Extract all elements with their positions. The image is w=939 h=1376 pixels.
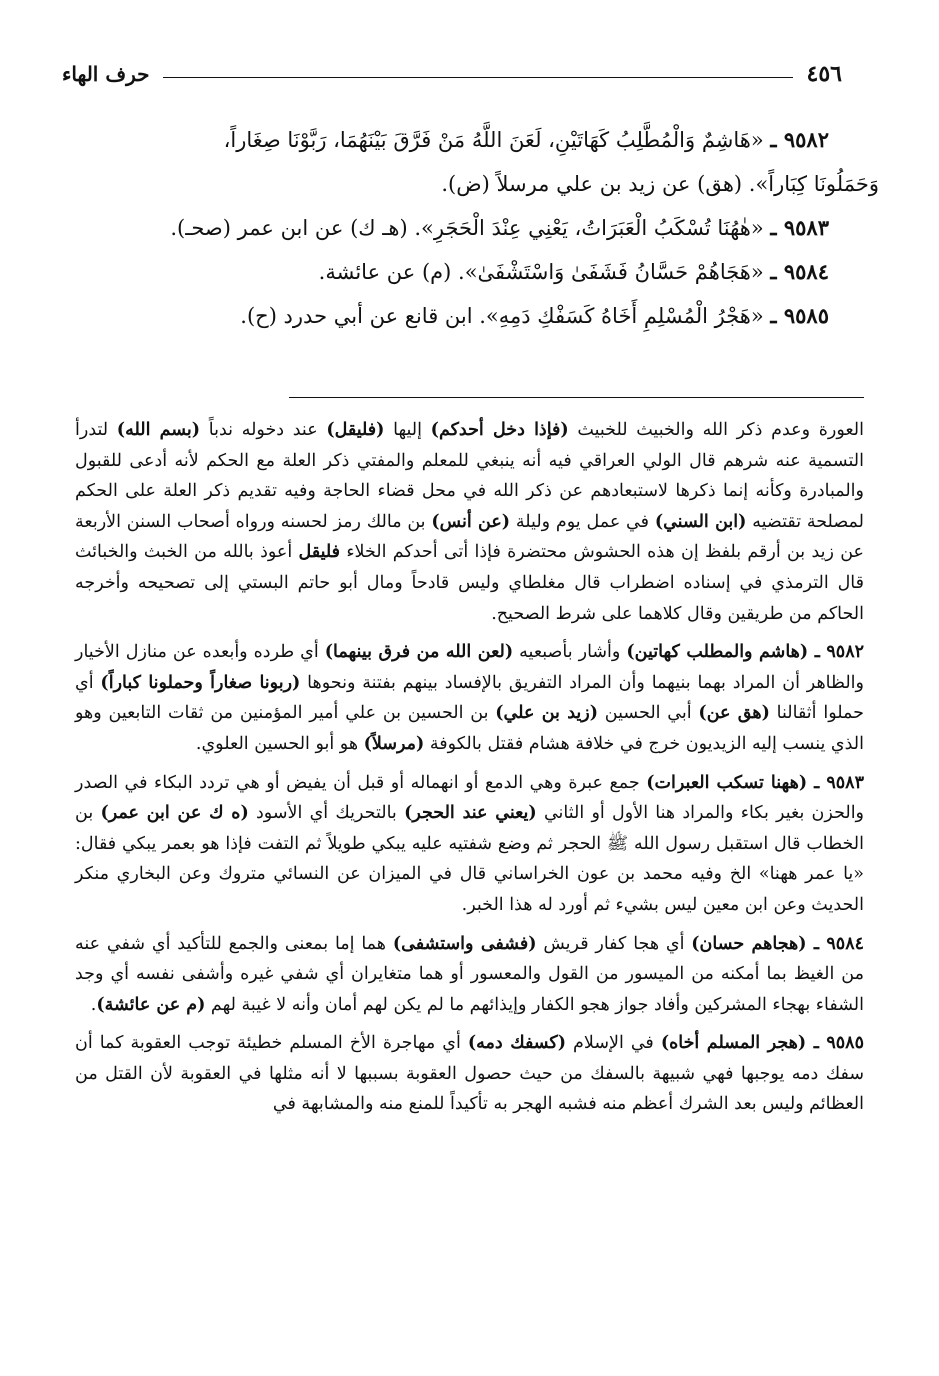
commentary-text: هما إما بمعنى والجمع للتأكيد أي شفي عنه من الغيظ بما أمكنه من الميسور من القول والمعسور أو هما متغايران أي شفي غيره وأشفى نفسه أي وجد الشفاء بهجاء المشركين وأفاد جواز هجو الكفار وإيذائهم ما لم يكن لهم أمان وأنه لا غيبة لهم (75, 933, 864, 1015)
commentary-keyword: (فليقل) (326, 420, 385, 440)
commentary-keyword: (هجر المسلم أخاه) (660, 1033, 807, 1054)
footnote-divider (289, 397, 864, 398)
commentary-paragraph (75, 929, 864, 1021)
commentary-keyword: (ربونا صغاراً وحملونا كباراً) (100, 672, 301, 693)
hadith-number: ٩٥٨٥ ـ (770, 303, 829, 328)
commentary-keyword: ٩٥٨٤ ـ (806, 933, 865, 954)
hadith-9585 (60, 294, 829, 338)
commentary-keyword: (ابن السني) (654, 511, 747, 532)
commentary-text: أبي الحسين (598, 703, 699, 724)
commentary-paragraph (75, 768, 864, 921)
hadith-9584 (60, 250, 829, 294)
commentary-text: بالتحريك أي الأسود (248, 803, 405, 824)
page-header (62, 55, 842, 93)
commentary-keyword: (ههنا تسكب العبرات) (646, 772, 808, 793)
commentary-keyword: (هجاهم حسان) (691, 933, 807, 954)
commentary-keyword: (لعن الله من فرق بينهما) (324, 642, 514, 663)
commentary-keyword: (يعني عند الحجر) (404, 803, 537, 824)
hadith-text-continued: وَحَمَلُونَا كِبَاراً». (هق) عن زيد بن علي مرسلاً (ض). (441, 172, 879, 196)
hadith-text: «هَاشِمٌ وَالْمُطَّلِبُ كَهَاتَيْنِ، لَعَنَ اللَّهُ مَنْ فَرَّقَ بَيْنَهُمَا، رَبَّوْنَا صِغَاراً، (223, 128, 764, 152)
commentary-text: إليها (384, 420, 431, 440)
header-rule (163, 77, 792, 78)
commentary-text: أي طرده وأبعده عن منازل الأخيار والظاهر أن المراد بهما بنيهما وأن المراد التفريق بالإفساد بينهم بفتنة ونحوها (75, 642, 864, 693)
commentary-text: عند دخوله ندباً (200, 420, 327, 440)
commentary-paragraph (75, 415, 864, 629)
commentary-paragraph (75, 637, 864, 759)
hadith-number: ٩٥٨٤ ـ (770, 259, 829, 284)
hadith-number: ٩٥٨٢ ـ (770, 127, 829, 152)
commentary-keyword: فليقل (298, 542, 341, 563)
commentary (75, 415, 864, 1128)
commentary-keyword: (م عن عائشة) (96, 994, 206, 1015)
commentary-text: بن الخطاب قال استقبل رسول الله ﷺ الحجر ثم وضع شفتيه عليه يبكي طويلاً ثم التفت فإذا هو بعمر يبكي فقال: «يا عمر ههنا» الخ وفيه محمد بن عون الخراساني قال في الميزان عن النسائي متروك وعن البخاري منكر الحديث وعن ابن معين ليس بشيء ثم أورد له هذا الخبر. (75, 803, 864, 915)
hadith-text: «هَجَاهُمْ حَسَّانُ فَشَفَىٰ وَاسْتَشْفَىٰ». (م) عن عائشة. (318, 260, 764, 284)
commentary-paragraph (75, 1028, 864, 1120)
chapter-title: حرف الهاء (62, 62, 150, 86)
commentary-keyword: ٩٥٨٥ ـ (806, 1033, 864, 1054)
commentary-keyword: (بسم الله) (116, 420, 201, 440)
commentary-keyword: ٩٥٨٣ ـ (807, 772, 864, 793)
commentary-text: في عمل يوم وليلة (510, 511, 655, 532)
commentary-text: جمع عبرة وهي الدمع أو انهماله أو قبل أن يفيض أو هي تردد البكاء في الصدر والحزن بغير بكاء والمراد هنا الأول أو الثاني (75, 772, 865, 824)
commentary-text: . (90, 994, 97, 1015)
hadith-text: «هَجْرُ الْمُسْلِمِ أَخَاهُ كَسَفْكِ دَمِهِ». ابن قانع عن أبي حدرد (ح). (240, 304, 764, 328)
commentary-keyword: ٩٥٨٢ ـ (808, 642, 864, 663)
commentary-text: هو أبو الحسين العلوي. (195, 733, 364, 754)
hadith-9583 (60, 206, 829, 250)
commentary-text: وأشار بأصبعيه (513, 642, 627, 663)
commentary-text: أعوذ بالله من الخبث والخبائث قال الترمذي في إسناده اضطراب قال مغلطاي وليس قادحاً ومال أبو حاتم البستي إلى تصحيحه وأخرجه الحاكم من طريقين وقال كلاهما على شرط الصحيح. (75, 542, 864, 624)
commentary-keyword: (هق عن) (698, 703, 770, 724)
page-number: ٤٥٦ (806, 61, 842, 87)
commentary-text: العورة وعدم ذكر الله والخبيث للخبيث (568, 420, 865, 440)
commentary-text: لتدرأ التسمية عنه شرهم قال الولي العراقي فيه أنه ينبغي للمعلم والمفتي ذكر العلة مع الحكم لأنه أدعى للقبول والمبادرة وكأنه إنما ذكرها لاستبعادهم عن ذكر الله في محل قضاء الحاجة وفيه تقديم ذكر العلة على الحكم لمصلحة تقتضيه (75, 420, 864, 532)
hadith-text: «هٰهُنَا تُسْكَبُ الْعَبَرَاتُ، يَعْنِي عِنْدَ الْحَجَرِ». (هـ ك) عن ابن عمر (صحـ). (170, 216, 764, 240)
commentary-text: أي مهاجرة الأخ المسلم خطيئة توجب العقوبة كما أن سفك دمه يوجبها فهي شبيهة بالسفك من حيث حصول العقوبة بسببها لا أنه مثلها في العقوبة لأن القتل من العظائم وليس بعد الشرك أعظم منه فشبه الهجر به تأكيداً للمنع منه والمشابهة في (75, 1033, 864, 1115)
commentary-keyword: (زيد بن علي) (495, 703, 599, 724)
commentary-keyword: (عن أنس) (431, 511, 511, 532)
commentary-text: أي حملوا أثقالنا (75, 672, 864, 724)
commentary-keyword: (هاشم والمطلب كهاتين) (626, 642, 809, 663)
commentary-keyword: (فإذا دخل أحدكم) (430, 420, 569, 440)
commentary-text: بن الحسين بن علي أمير المؤمنين من ثقات التابعين وهو الذي ينسب إليه الزيديون خرج في خلافة هشام فقتل بالكوفة (75, 703, 864, 754)
commentary-keyword: (ه ك عن ابن عمر) (100, 803, 249, 824)
hadith-block (60, 118, 879, 338)
commentary-text: بن مالك رمز لحسنه ورواه أصحاب السنن الأربعة عن زيد بن أرقم بلفظ إن هذه الحشوش محتضرة فإذا أتى أحدكم الخلاء (75, 511, 864, 563)
commentary-keyword: (فشفى واستشفى) (392, 933, 537, 954)
hadith-9582 (60, 118, 879, 206)
commentary-keyword: (مرسلاً) (363, 733, 425, 754)
commentary-keyword: (كسفك دمه) (467, 1033, 567, 1054)
hadith-number: ٩٥٨٣ ـ (770, 215, 829, 240)
commentary-text: في الإسلام (566, 1033, 661, 1054)
commentary-text: أي هجا كفار قريش (536, 933, 692, 954)
